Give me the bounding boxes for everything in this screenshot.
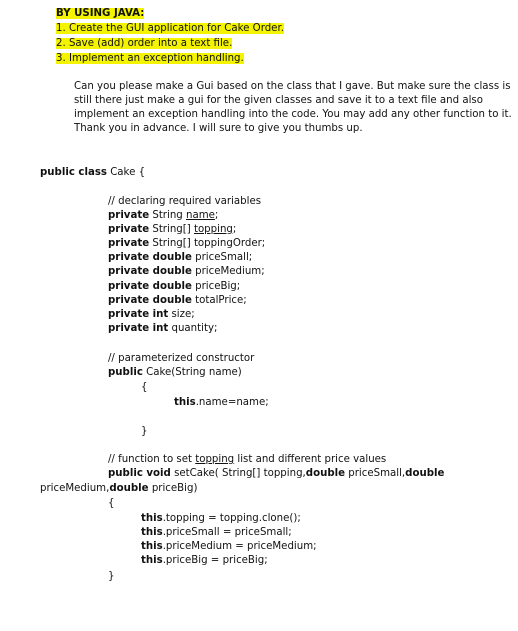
open-brace: { xyxy=(108,498,115,509)
code-comment: // parameterized constructor xyxy=(108,353,255,364)
task-item: 2. Save (add) order into a text file. xyxy=(56,38,233,49)
field-line: private double totalPrice; xyxy=(108,295,247,306)
task-item: 1. Create the GUI application for Cake Order. xyxy=(56,23,284,34)
method-signature-continued: priceMedium,double priceBig) xyxy=(40,483,198,494)
request-line: Thank you in advance. I will sure to give you thumbs up. xyxy=(74,123,363,134)
field-line: private double priceMedium; xyxy=(108,266,265,277)
method-signature: public void setCake( String[] topping,double priceSmall,double xyxy=(108,468,445,479)
field-line: private String[] toppingOrder; xyxy=(108,238,266,249)
class-declaration: public class Cake { xyxy=(40,167,146,178)
close-brace: } xyxy=(141,426,148,437)
code-comment: // declaring required variables xyxy=(108,196,262,207)
field-line: private double priceBig; xyxy=(108,281,241,292)
header-title: BY USING JAVA: xyxy=(56,8,145,19)
field-line: private int size; xyxy=(108,309,195,320)
request-line: implement an exception handling into the code. You may add any other function to it. xyxy=(74,109,512,120)
code-comment: // function to set topping list and different price values xyxy=(108,454,387,465)
close-brace: } xyxy=(108,571,115,582)
field-line: private int quantity; xyxy=(108,323,218,334)
request-line: still there just make a gui for the given classes and save it to a text file and also xyxy=(74,95,483,106)
field-line: private String[] topping; xyxy=(108,224,237,235)
request-line: Can you please make a Gui based on the class that I gave. But make sure the class is xyxy=(74,81,511,92)
constructor-signature: public Cake(String name) xyxy=(108,367,242,378)
method-body-line: this.priceBig = priceBig; xyxy=(141,555,268,566)
method-body-line: this.priceMedium = priceMedium; xyxy=(141,541,317,552)
open-brace: { xyxy=(141,382,148,393)
method-body-line: this.priceSmall = priceSmall; xyxy=(141,527,292,538)
task-item: 3. Implement an exception handling. xyxy=(56,53,244,64)
field-line: private double priceSmall; xyxy=(108,252,253,263)
method-body-line: this.topping = topping.clone(); xyxy=(141,513,301,524)
constructor-body: this.name=name; xyxy=(174,397,269,408)
field-line: private String name; xyxy=(108,210,219,221)
